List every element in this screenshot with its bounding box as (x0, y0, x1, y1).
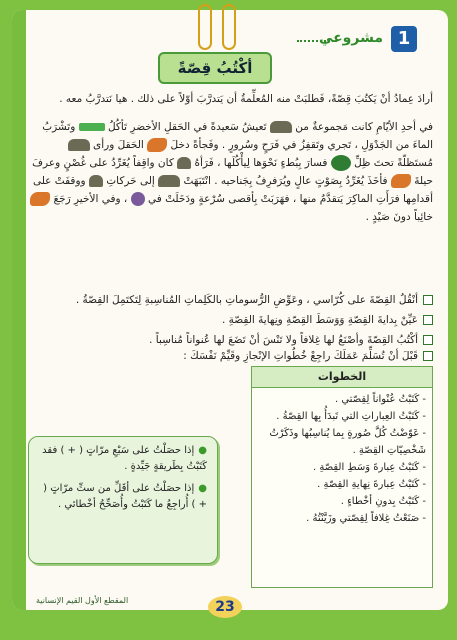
grass-picture-icon (79, 123, 105, 131)
bullet-icon: ● (198, 445, 207, 456)
burrow-picture-icon (131, 192, 145, 206)
step-text: صَنَعْتُ غِلافاً لِقِصّتي وزَيَّنْتُهُ . (306, 513, 420, 524)
project-dotted-line (297, 40, 337, 42)
checkbox-icon (423, 335, 433, 345)
story-text: وفَجأةً دخلَ (170, 139, 219, 151)
steps-list (252, 388, 432, 530)
story-text: نَحْوَها لِيأْكُلَها ، فَرَأهُ (194, 157, 278, 169)
story-text: الحَقلَ ورأى (93, 139, 144, 151)
task-item (23, 332, 433, 348)
story-text: تَعيشُ سَعيدةً في الحَقلِ الأخضرِ تَأكُلُ (107, 121, 267, 133)
rabbits-picture-icon (158, 175, 180, 187)
task-item (23, 292, 433, 308)
bullet-icon: ● (198, 483, 207, 494)
tip-text: إذا حصَلْتُ على سَبْعِ مرّاتٍ ( + ) فقد كَتَبْتُ بِطَريقةٍ جَيِّدةٍ . (42, 445, 207, 472)
checkbox-icon (423, 315, 433, 325)
task-text: قَبْلَ أنْ تُسَلِّمَ عَمَلَكَ راجِعْ خُطُواتِ الإنْجازِ وقَيِّمْ نَفْسَكَ : (183, 350, 418, 362)
tip-text: إذا حصَلْتُ على أقَلِّ من ستِّ مرّاتٍ ( + ) أُراجِعُ ما كَتَبْتُ وأُصَحِّحُ أخْطائي . (43, 483, 207, 510)
step-item: - كَتَبْتُ العِباراتِ التي تَبدَأُ بِها القِصّةُ . (276, 411, 426, 422)
step-text: كَتَبْتُ عِبارةَ نِهايةِ القِصّةِ . (317, 479, 420, 490)
story-text: فأخَذَ (367, 175, 388, 187)
story-text: ووقفَتْ (54, 175, 86, 187)
fox-picture-icon (391, 174, 411, 188)
step-item: - كَتَبْتُ عِبارةَ نِهايةِ القِصّةِ . (317, 479, 426, 490)
rabbits-picture-icon (270, 121, 292, 133)
story-text: وتَشْرَبُ الماءَ من الجَدْوَلِ ، تَجري وتَقفِزُ في فَرَحٍ وسُرورٍ . (42, 121, 433, 151)
task-text: أنْقُلُ القِصّةَ على كُرّاسي ، وعَوِّضِ الرُّسوماتِ بالكَلِماتِ المُناسِبةِ لِتَكتَمِلَ القِصّةُ . (75, 294, 418, 306)
step-item: - عَوّضْتُ كُلَّ صُورةٍ بِما يُناسِبُها وذَكَرْتُ شَخْصِيّاتِ القِصّةِ . (269, 428, 426, 456)
task-text: أكْتُبُ القِصّةَ وأصْنَعُ لها غِلافاً ولا تَنْسَ أنْ تَضَعَ لها عُنواناً مُناسِباً . (149, 334, 418, 346)
self-assessment-tip-box (28, 436, 218, 564)
step-item: - كَتَبْتُ عُنْواناً لِقِصّتي . (334, 394, 426, 405)
hanging-ring-left (198, 4, 212, 50)
checkbox-icon (423, 295, 433, 305)
story-text: وعرفَ حيلةَ (32, 157, 433, 187)
tip-item (29, 437, 217, 475)
hanging-ring-right (222, 4, 236, 50)
story-intro (29, 90, 433, 108)
steps-checklist-box (251, 366, 433, 588)
task-item (23, 348, 433, 364)
tip-item (29, 475, 217, 513)
step-text: كَتَبْتُ العِباراتِ التي تَبدَأُ بِها القِصّةُ . (276, 411, 420, 422)
page-edge-strip (12, 10, 26, 610)
story-text: إلى حَركاتِ (106, 175, 155, 187)
task-text: عَيِّنْ بِدايةَ القِصّةِ وَوَسَطَ القِصّةِ ونِهايةَ القِصّةِ . (221, 314, 418, 326)
unit-number-badge: 1 (391, 26, 417, 52)
step-item: - كَتَبْتُ عِبارةَ وَسَطِ القِصّةِ . (312, 462, 426, 473)
bird-picture-icon (89, 175, 103, 187)
step-text: كَتَبْتُ عِبارةَ وَسَطِ القِصّةِ . (312, 462, 420, 473)
story-text: ، وفي (101, 193, 128, 205)
story-line: أرادَ عِمادُ أنْ يَكتُبَ قِصّةً، فَطلبَتْ منه المُعلِّمةُ أن يَتدرَّبَ أوّلاً على ذلك . هيا نَتدرَّبُ معه . (59, 93, 433, 105)
story-text: خائِباً دونَ صَيْدٍ . (365, 211, 433, 223)
step-text: عَوّضْتُ كُلَّ صُورةٍ بِما يُناسِبُها وذَكَرْتُ شَخْصِيّاتِ القِصّةِ . (269, 428, 426, 456)
step-item: - كَتَبْتُ بِدونِ أخْطاءٍ . (340, 496, 426, 507)
story-text: فسارَ بِبُطءٍ (280, 157, 328, 169)
story-text: كان واقِفاً يُغَرِّدُ على غُصْنٍ (63, 157, 174, 169)
step-text: كَتَبْتُ بِدونِ أخْطاءٍ . (340, 496, 420, 507)
page-title: أكْتُبُ قِصّةً (158, 52, 272, 84)
step-text: كَتَبْتُ عُنْواناً لِقِصّتي . (334, 394, 420, 405)
story-text: على أقدامِها فرَأَتِ الماكِرَ يَتقدَّمُ منها ، فهَرَبَتْ بِأقصى سُرْعةٍ ودَخَلَتْ في (32, 175, 433, 205)
fox-picture-icon (147, 138, 167, 152)
bird-picture-icon (177, 157, 191, 169)
story-paragraph (29, 118, 433, 226)
story-text: مُستَظلّةً تحتَ ظِلِّ (354, 157, 433, 169)
steps-header: الخطوات (252, 367, 432, 388)
project-label: مشروعي (318, 30, 383, 46)
page-number: 23 (208, 596, 242, 618)
task-item (23, 312, 433, 328)
fox-picture-icon (30, 192, 50, 206)
footer-section-label: المقطع الأول القيم الإنسانية (36, 596, 129, 605)
step-item: - صَنَعْتُ غِلافاً لِقِصّتي وزَيَّنْتُهُ . (306, 513, 426, 524)
tree-picture-icon (331, 155, 351, 171)
story-text: في أحدِ الأيّامِ كانت مَجموعةٌ من (295, 121, 433, 133)
checkbox-icon (423, 351, 433, 361)
story-text: الأخيرِ رَجَعَ (53, 193, 99, 205)
story-text: يُغَرِّدُ بِصَوْتٍ عالٍ ويُرَفرِفُ بِجَناحيه . انْتَبَهَتْ (183, 175, 364, 187)
rabbits-picture-icon (68, 139, 90, 151)
